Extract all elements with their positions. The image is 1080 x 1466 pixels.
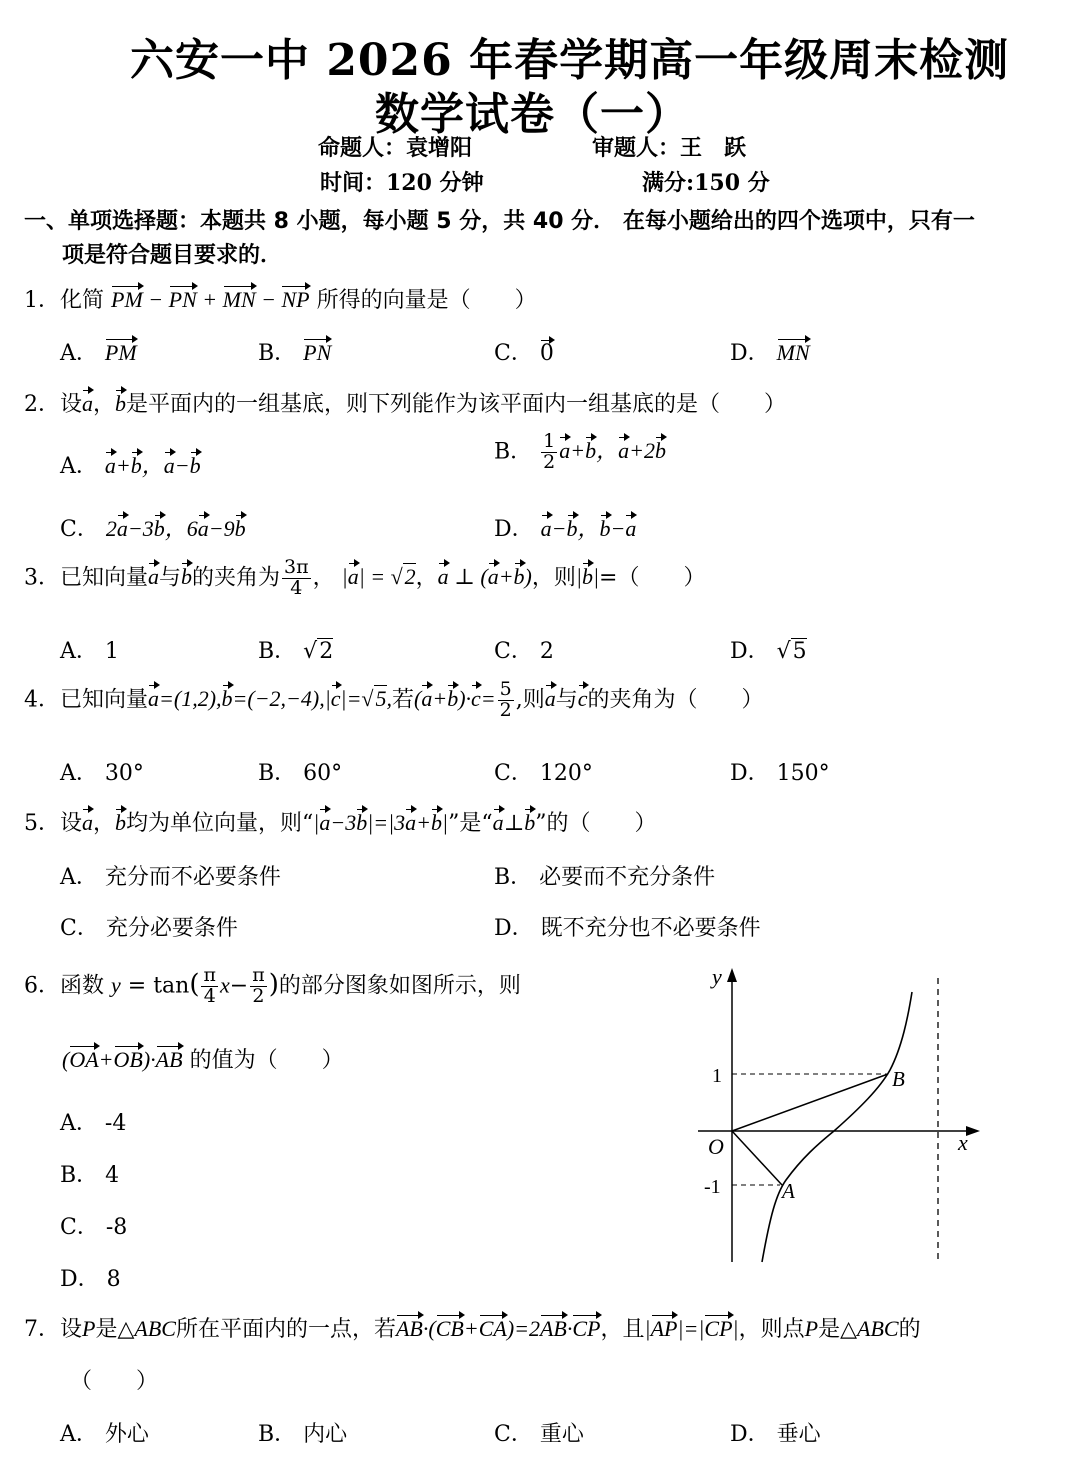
question-7: 7．设P是△ABC所在平面内的一点，若AB·(CB+CA)=2AB·CP，且|AP|=|CP|，则点P是△ABC的 [24,1316,921,1342]
question-7-blank: （ ） [70,1369,159,1394]
q5-option-c[interactable]: C． 充分必要条件 [60,916,238,941]
reviewer-label: 审题人：王 跃 [592,135,747,161]
q2-option-c[interactable]: C． 2a−3b，6a−9b [60,516,246,542]
q3-option-d[interactable]: D． √5 [730,639,807,664]
q5-option-a[interactable]: A． 充分而不必要条件 [60,865,281,890]
x-axis-arrow-icon [966,1126,980,1136]
q1-option-b[interactable]: B． PN [258,340,332,366]
tick-label-neg1: -1 [704,1176,721,1198]
q2-option-a[interactable]: A． a+b，a−b [60,453,201,479]
q4-option-c[interactable]: C． 120° [494,761,593,786]
q1-option-d[interactable]: D． MN [730,340,810,366]
score-label: 满分:150 分 [642,170,770,196]
q7-option-b[interactable]: B． 内心 [258,1422,348,1447]
q3-option-c[interactable]: C． 2 [494,639,554,664]
q2-option-b[interactable]: B． $\frac{1}{2}$ a+b，a+2b [494,430,666,473]
section-heading-line2: 项是符合题目要求的． [62,243,283,268]
question-2: 2．设a，b是平面内的一组基底，则下列能作为该平面内一组基底的是（ ） [24,391,787,417]
y-axis-arrow-icon [727,968,737,982]
q3-option-a[interactable]: A． 1 [60,639,119,664]
q6-option-b[interactable]: B． 4 [60,1163,120,1188]
q1-option-a[interactable]: A． PM [60,340,137,366]
question-6: 6．函数 y = tan( $\frac{\pi}{4}$ x− $\frac{\pi}{2}$ )的部分图象如图所示，则 [24,964,521,1007]
q7-option-a[interactable]: A． 外心 [60,1422,149,1447]
question-5: 5．设a，b均为单位向量，则“|a−3b|=|3a+b|”是“a⊥b”的（ ） [24,810,657,836]
tick-label-1: 1 [712,1065,722,1087]
q5-option-b[interactable]: B． 必要而不充分条件 [494,865,716,890]
question-1: 1．化简 PM − PN + MN − NP 所得的向量是（ ） [24,287,537,313]
q5-option-d[interactable]: D． 既不充分也不必要条件 [494,916,761,941]
q7-option-d[interactable]: D． 垂心 [730,1422,821,1447]
q3-option-b[interactable]: B． √2 [258,639,334,664]
tangent-curve [762,992,912,1262]
question-number: 1． [24,288,60,313]
author-label: 命题人：袁增阳 [318,135,473,161]
q4-option-d[interactable]: D． 150° [730,761,830,786]
q6-option-c[interactable]: C． -8 [60,1215,128,1240]
q2-option-d[interactable]: D． a−b，b−a [494,516,637,542]
exam-subtitle: 数学试卷（一） [375,89,690,140]
vector: PM [111,287,143,312]
point-a-label: A [782,1179,795,1203]
origin-label: O [708,1134,724,1159]
q7-option-c[interactable]: C． 重心 [494,1422,584,1447]
q1-option-c[interactable]: C． 0 [494,341,554,366]
segment-oa [732,1131,782,1185]
question-3: 3．已知向量a与b的夹角为 $\frac{3\pi}{4}$ ， |a| = √2，a ⊥ (a+b)，则|b|=（ ） [24,556,706,599]
point-b-label: B [892,1067,905,1091]
tangent-graph-figure [690,962,990,1272]
q4-option-a[interactable]: A． 30° [60,761,144,786]
q6-option-d[interactable]: D． 8 [60,1267,121,1292]
x-axis-label: x [958,1130,968,1155]
question-6-line2: (OA+OB)·AB 的值为（ ） [62,1047,344,1073]
vector: NP [281,287,310,312]
y-axis-label: y [712,964,722,989]
vector: MN [222,287,256,312]
exam-title: 六安一中 2026 年春学期高一年级周末检测 [130,35,1010,86]
question-4: 4．已知向量a=(1,2),b=(−2,−4),|c|=√5,若(a+b)·c= $\frac{5}{2}$ ,则a与c的夹角为（ ） [24,678,764,721]
q4-option-b[interactable]: B． 60° [258,761,343,786]
time-label: 时间：120 分钟 [320,170,484,196]
vector: PN [168,287,197,312]
q6-option-a[interactable]: A． -4 [60,1111,127,1136]
section-heading-line1: 一、单项选择题：本题共 8 小题，每小题 5 分，共 40 分． 在每小题给出的四个选项中，只有一 [24,209,975,234]
